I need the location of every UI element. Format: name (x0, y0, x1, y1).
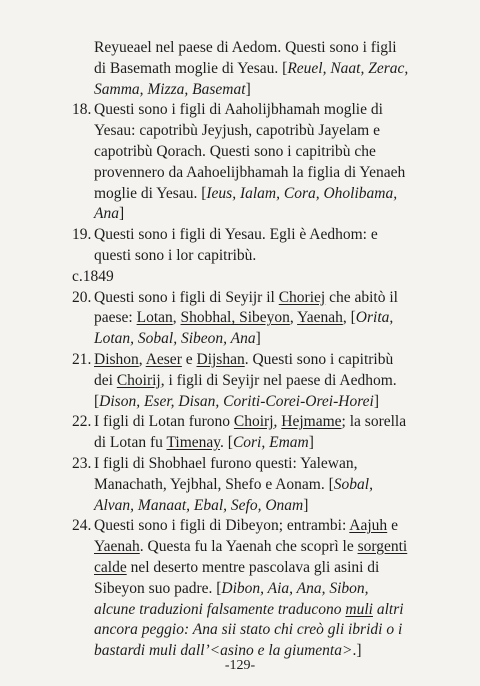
verse-22: 22. I figli di Lotan furono Choirj, Hejmame; la sorella di Lotan fu Timenay. [Cori, Emam] (72, 413, 407, 452)
verse-number: 24. (72, 517, 92, 535)
verse-number: 19. (72, 226, 92, 244)
verse-24: 24. Questi sono i figli di Dibeyon; entrambi: Aajuh e Yaenah. Questa fu la Yaenah che scoprì le sorgenti calde nel deserto mentre pascolava gli asini di Sibeyon suo padre. [Dibon, Aia, Ana, Sibon, alcune traduzioni falsamente traducono muli altri ancora peggio: Ana sii stato chi creò gli ibridi o i bastardi muli dall’<asino e la giumenta>.] (72, 517, 408, 660)
verse-19: 19. Questi sono i figli di Yesau. Egli è Aedhom: e questi sono i lor capitribù. (72, 226, 378, 264)
chapter-mark: c.1849 (72, 267, 114, 285)
text-body (72, 38, 412, 662)
page-number: -129- (224, 658, 256, 673)
verse-21: 21. Dishon, Aeser e Dijshan. Questi sono i capitribù dei Choirij, i figli di Seyijr nel paese di Aedhom. [Dison, Eser, Disan, Coriti-Corei-Orei-Horei] (72, 350, 397, 410)
verse-18: 18. Questi sono i figli di Aaholijbhamah moglie di Yesau: capotribù Jeyjush, capotribù Jayelam e capotribù Qorach. Questi sono i capitribù che provennero da Aahoelijbhamah la figlia di Yenaeh moglie di Yesau. [Ieus, Ialam, Cora, Oholibama, Ana] (72, 101, 406, 223)
verse-number: 20. (72, 288, 92, 306)
verse-23: 23. I figli di Shobhael furono questi: Yalewan, Manachath, Yejbhal, Shefo e Aonam. [Sobal, Alvan, Manaat, Ebal, Sefo, Onam] (72, 454, 373, 514)
verse-number: 22. (72, 413, 92, 431)
verse-20: 20. Questi sono i figli di Seyijr il Choriej che abitò il paese: Lotan, Shobhal, Sibeyon, Yaenah, [Orita, Lotan, Sobal, Sibeon, Ana] (72, 288, 398, 348)
verse-number: 23. (72, 454, 92, 472)
verse-continuation: Reyueael nel paese di Aedom. Questi sono i figli di Basemath moglie di Yesau. [Reuel, Naat, Zerac, Samma, Mizza, Basemat] (94, 39, 409, 98)
verse-number: 18. (72, 101, 92, 119)
verse-number: 21. (72, 350, 92, 368)
